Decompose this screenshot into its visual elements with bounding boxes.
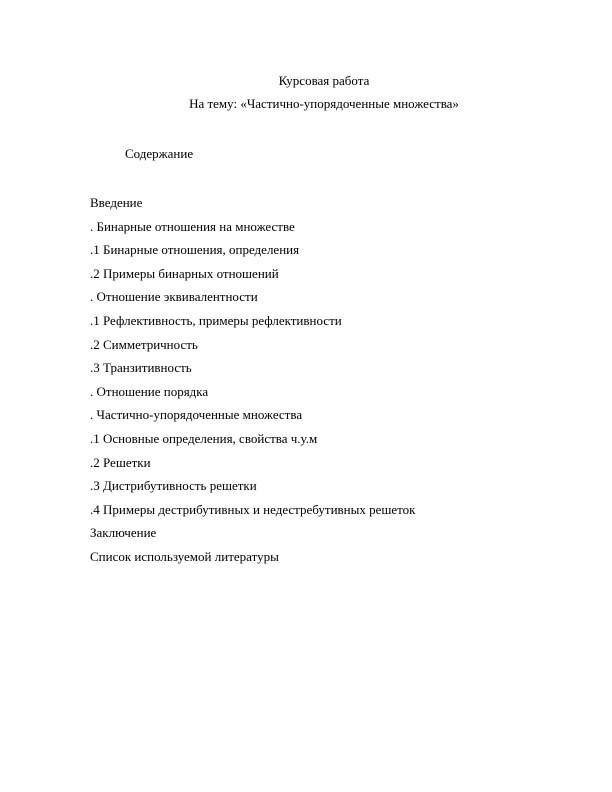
toc-item: Введение xyxy=(90,195,143,210)
toc-item: . Бинарные отношения на множестве xyxy=(90,218,295,234)
table-of-contents xyxy=(90,195,416,573)
toc-item: . Частично-упорядоченные множества xyxy=(90,407,303,423)
toc-item: .2 Решетки xyxy=(90,454,151,470)
toc-item: . Отношение эквивалентности xyxy=(90,289,258,305)
toc-item: .3 Дистрибутивность решетки xyxy=(90,478,257,494)
toc-item: Список используемой литературы xyxy=(90,548,279,564)
document-subtitle: На тему: «Частично-упорядоченные множества» xyxy=(189,96,459,111)
toc-item: .4 Примеры дестрибутивных и недестребутивных решеток xyxy=(90,501,416,517)
toc-item: Заключение xyxy=(90,525,157,541)
toc-item: . Отношение порядка xyxy=(90,383,209,399)
document-title: Курсовая работа xyxy=(278,73,370,88)
toc-item: .3 Транзитивность xyxy=(90,360,192,376)
toc-item: .1 Основные определения, свойства ч.у.м xyxy=(90,430,318,446)
contents-heading: Содержание xyxy=(125,146,194,161)
toc-item: .2 Примеры бинарных отношений xyxy=(90,265,279,281)
toc-item: .1 Бинарные отношения, определения xyxy=(90,242,300,258)
toc-item: .2 Симметричность xyxy=(90,336,198,352)
toc-item: .1 Рефлективность, примеры рефлективности xyxy=(90,312,342,328)
